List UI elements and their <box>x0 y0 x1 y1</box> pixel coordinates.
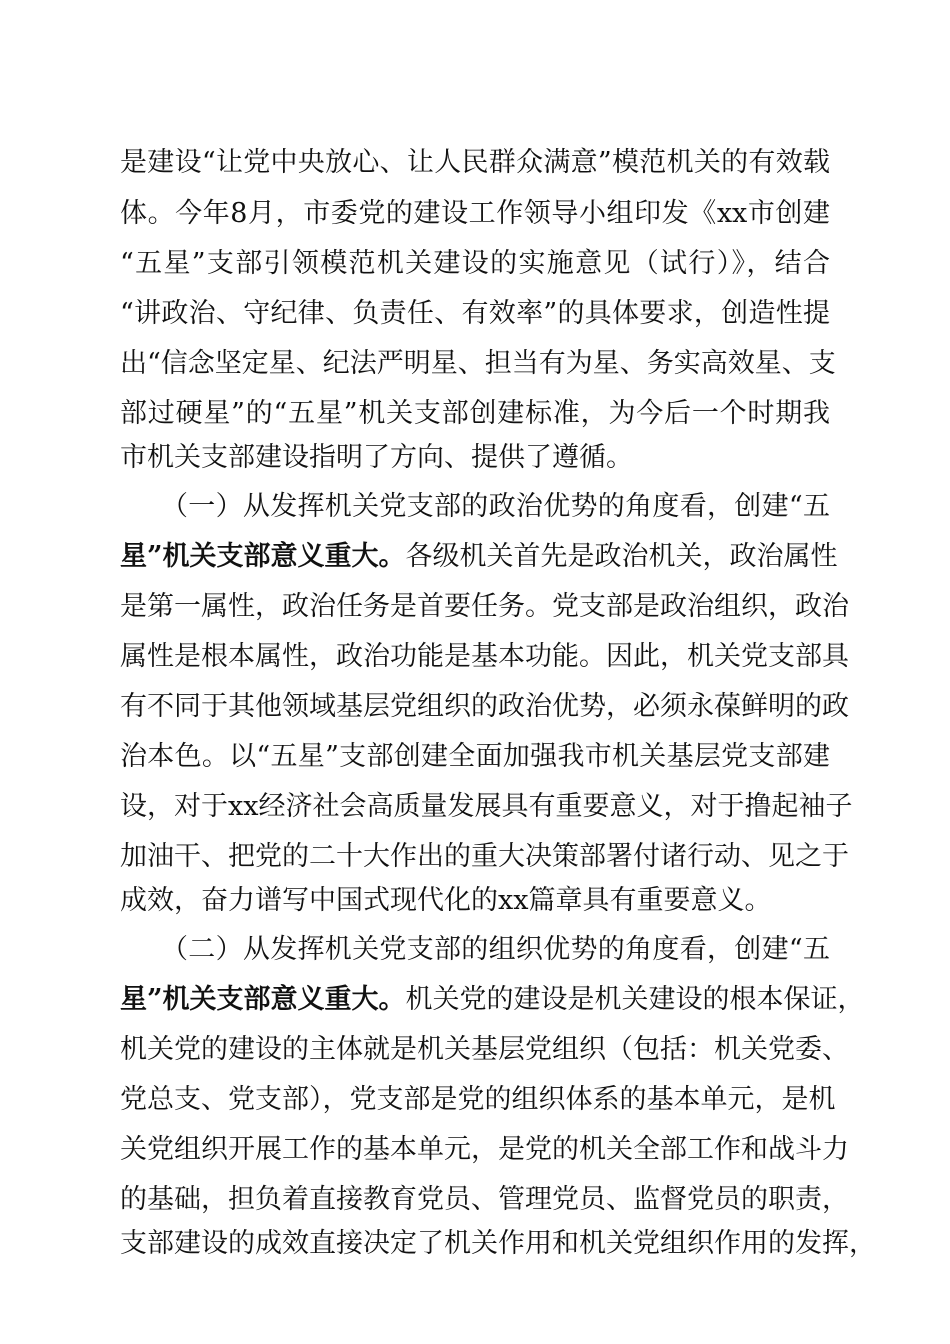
section-2-line-6: 的基础，担负着直接教育党员、管理党员、监督党员的职责， <box>120 1184 849 1215</box>
section-1-line-2-text: 各级机关首先是政治机关，政治属性 <box>405 541 838 572</box>
section-1-heading-line-1: （一）从发挥机关党支部的政治优势的角度看，创建“五 <box>161 491 830 522</box>
section-2-heading-line-1: （二）从发挥机关党支部的组织优势的角度看，创建“五 <box>161 934 830 965</box>
section-1-line-7: 设，对于xx经济社会高质量发展具有重要意义，对于撸起袖子 <box>120 791 853 822</box>
section-1-line-9: 成效，奋力谱写中国式现代化的xx篇章具有重要意义。 <box>120 885 772 916</box>
section-1-line-6: 治本色。以“五星”支部创建全面加强我市机关基层党支部建 <box>120 741 830 772</box>
section-1-line-4: 属性是根本属性，政治功能是基本功能。因此，机关党支部具 <box>120 641 849 672</box>
section-1-line-3: 是第一属性，政治任务是首要任务。党支部是政治组织，政治 <box>120 591 849 622</box>
section-1-heading-line-2: 星”机关支部意义重大。 <box>120 541 406 572</box>
paragraph-1-line-5: 出“信念坚定星、纪法严明星、担当有为星、务实高效星、支 <box>120 348 836 379</box>
section-2-line-5: 关党组织开展工作的基本单元，是党的机关全部工作和战斗力 <box>120 1134 849 1165</box>
paragraph-1-line-1: 是建设“让党中央放心、让人民群众满意”模范机关的有效载 <box>120 147 830 178</box>
paragraph-1-line-4: “讲政治、守纪律、负责任、有效率”的具体要求，创造性提 <box>120 298 830 329</box>
section-1-line-8: 加油干、把党的二十大作出的重大决策部署付诸行动、见之于 <box>120 841 849 872</box>
paragraph-1-line-6: 部过硬星”的“五星”机关支部创建标准，为今后一个时期我 <box>120 398 830 429</box>
section-2-line-4: 党总支、党支部），党支部是党的组织体系的基本单元，是机 <box>120 1084 836 1115</box>
section-1-line-2 <box>120 533 838 581</box>
section-2-line-7: 支部建设的成效直接决定了机关作用和机关党组织作用的发挥， <box>120 1228 876 1259</box>
paragraph-1-line-3: “五星”支部引领模范机关建设的实施意见（试行）》，结合 <box>120 248 830 279</box>
section-2-line-3: 机关党的建设的主体就是机关基层党组织（包括：机关党委、 <box>120 1034 849 1065</box>
section-2-line-2-text: 机关党的建设是机关建设的根本保证， <box>405 984 865 1015</box>
section-2-heading-line-2: 星”机关支部意义重大。 <box>120 984 406 1015</box>
paragraph-1-line-7: 市机关支部建设指明了方向、提供了遵循。 <box>120 442 633 473</box>
section-1-line-5: 有不同于其他领域基层党组织的政治优势，必须永葆鲜明的政 <box>120 691 849 722</box>
section-2-line-2 <box>120 976 865 1024</box>
paragraph-1-line-2: 体。今年8月，市委党的建设工作领导小组印发《xx市创建 <box>120 198 830 229</box>
